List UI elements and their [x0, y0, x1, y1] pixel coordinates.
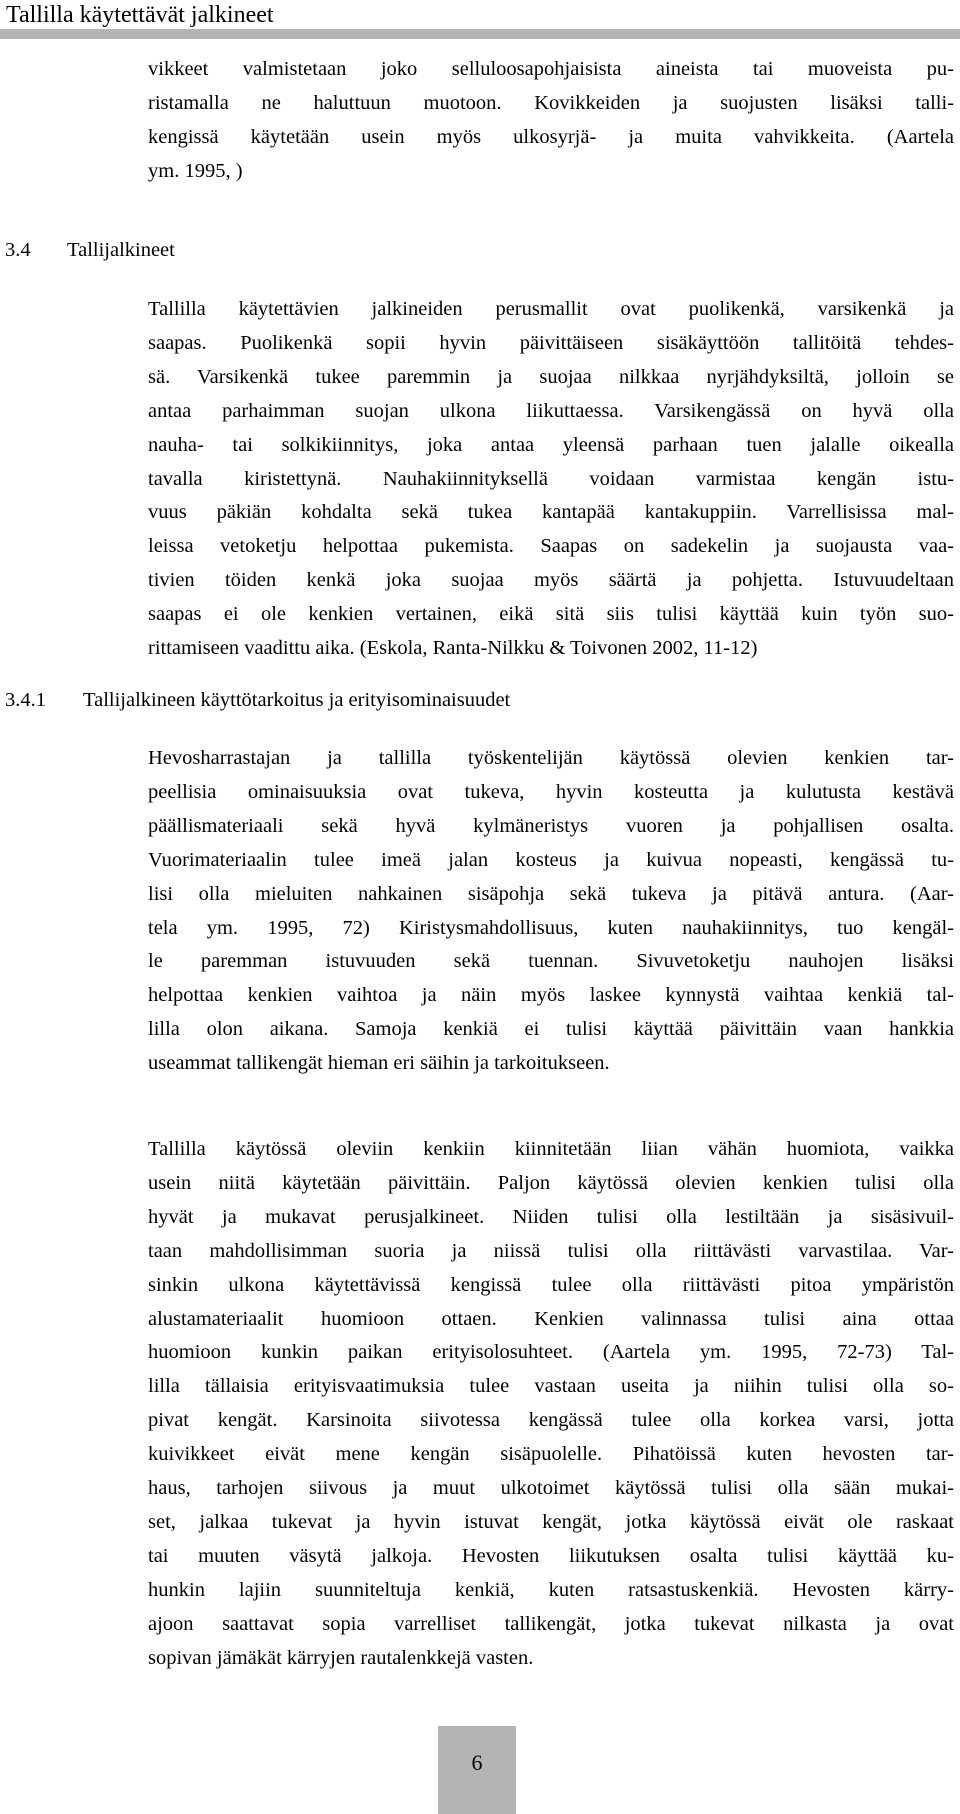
section-heading-3-4	[5, 234, 175, 267]
text-line: pivat kengät. Karsinoita siivotessa kengässä tulee olla korkea varsi, jotta	[148, 1409, 954, 1432]
text-line: ajoon saattavat sopia varrelliset tallikengät, jotka tukevat nilkasta ja ovat	[148, 1612, 954, 1635]
text-line: huomioon kunkin paikan erityisolosuhteet. (Aartela ym. 1995, 72-73) Tal-	[148, 1341, 954, 1364]
text-line: tai muuten väsytä jalkoja. Hevosten liikutuksen osalta tulisi käyttää ku-	[148, 1544, 954, 1567]
text-line: hunkin lajiin suunniteltuja kenkiä, kuten ratsastuskenkiä. Hevosten kärry-	[148, 1578, 954, 1601]
page-number: 6	[471, 1750, 483, 1775]
text-line: Tallilla käytössä oleviin kenkiin kiinnitetään liian vähän huomiota, vaikka	[148, 1138, 954, 1160]
text-line: hyvät ja mukavat perusjalkineet. Niiden tulisi olla lestiltään ja sisäsivuil-	[148, 1205, 954, 1228]
text-line: vuus päkiän kohdalta sekä tukea kantapää kantakuppiin. Varrellisissa mal-	[148, 501, 954, 524]
text-line: lisi olla mieluiten nahkainen sisäpohja sekä tukeva ja pitävä antura. (Aar-	[148, 882, 954, 905]
text-line: saapas. Puolikenkä sopii hyvin päivittäiseen sisäkäyttöön tallitöitä tehdes-	[148, 331, 954, 354]
section-number: 3.4.1	[5, 689, 46, 711]
text-line: haus, tarhojen siivous ja muut ulkotoimet käytössä tulisi olla sään mukai-	[148, 1477, 954, 1500]
text-line: taan mahdollisimman suoria ja niissä tulisi olla riittävästi varvastilaa. Var-	[148, 1239, 954, 1262]
text-line: sä. Varsikenkä tukee paremmin ja suojaa nilkkaa nyrjähdyksiltä, jolloin se	[148, 365, 954, 388]
text-line: vikkeet valmistetaan joko selluloosapohjaisista aineista tai muoveista pu-	[148, 58, 954, 80]
text-line: lilla olon aikana. Samoja kenkiä ei tulisi käyttää päivittäin vaan hankkia	[148, 1018, 954, 1041]
running-header-title: Tallilla käytettävät jalkineet	[6, 2, 274, 28]
text-line: useammat tallikengät hieman eri säihin ja tarkoitukseen.	[148, 1052, 610, 1075]
text-line: ym. 1995, )	[148, 159, 243, 182]
page-number-box	[438, 1726, 516, 1814]
text-line: ristamalla ne haluttuun muotoon. Kovikkeiden ja suojusten lisäksi talli-	[148, 91, 954, 114]
header-rule	[0, 29, 960, 39]
text-line: kengissä käytetään usein myös ulkosyrjä- ja muita vahvikkeita. (Aartela	[148, 125, 954, 148]
text-line: tivien töiden kenkä joka suojaa myös säärtä ja pohjetta. Istuvuudeltaan	[148, 569, 954, 592]
text-line: nauha- tai solkikiinnitys, joka antaa yleensä parhaan tuen jalalle oikealla	[148, 433, 954, 456]
text-line: tela ym. 1995, 72) Kiristysmahdollisuus, kuten nauhakiinnitys, tuo kengäl-	[148, 916, 954, 939]
paragraph-intro	[148, 53, 954, 189]
text-line: tavalla kiristettynä. Nauhakiinnityksellä voidaan varmistaa kengän istu-	[148, 467, 954, 490]
paragraph-kayttotarkoitus-2	[148, 1133, 954, 1676]
paragraph-kayttotarkoitus-1	[148, 742, 954, 1081]
text-line: set, jalkaa tukevat ja hyvin istuvat kengät, jotka käytössä eivät ole raskaat	[148, 1510, 954, 1533]
text-line: sinkin ulkona käytettävissä kengissä tulee olla riittävästi pitoa ympäristön	[148, 1273, 954, 1296]
paragraph-tallijalkineet	[148, 293, 954, 666]
text-line: Hevosharrastajan ja tallilla työskentelijän käytössä olevien kenkien tar-	[148, 747, 954, 769]
text-line: rittamiseen vaadittu aika. (Eskola, Ranta-Nilkku & Toivonen 2002, 11-12)	[148, 637, 758, 660]
section-number: 3.4	[5, 239, 31, 261]
text-line: sopivan jämäkät kärryjen rautalenkkejä vasten.	[148, 1646, 534, 1669]
section-heading-3-4-1	[5, 684, 510, 717]
text-line: usein niitä käytetään päivittäin. Paljon käytössä olevien kenkien tulisi olla	[148, 1171, 954, 1194]
text-line: kuivikkeet eivät mene kengän sisäpuolelle. Pihatöissä kuten hevosten tar-	[148, 1443, 954, 1466]
text-line: Vuorimateriaalin tulee imeä jalan kosteus ja kuivua nopeasti, kengässä tu-	[148, 848, 954, 871]
text-line: peellisia ominaisuuksia ovat tukeva, hyvin kosteutta ja kulutusta kestävä	[148, 780, 954, 803]
text-line: le paremman istuvuuden sekä tuennan. Sivuvetoketju nauhojen lisäksi	[148, 950, 954, 973]
text-line: saapas ei ole kenkien vertainen, eikä sitä siis tulisi käyttää kuin työn suo-	[148, 603, 954, 626]
section-title: Tallijalkineen käyttötarkoitus ja erityisominaisuudet	[83, 689, 511, 711]
text-line: lilla tällaisia erityisvaatimuksia tulee vastaan useita ja niihin tulisi olla so-	[148, 1375, 954, 1398]
text-line: helpottaa kenkien vaihtoa ja näin myös laskee kynnystä vaihtaa kenkiä tal-	[148, 984, 954, 1007]
text-line: Tallilla käytettävien jalkineiden perusmallit ovat puolikenkä, varsikenkä ja	[148, 298, 954, 320]
text-line: antaa parhaimman suojan ulkona liikuttaessa. Varsikengässä on hyvä olla	[148, 399, 954, 422]
section-title: Tallijalkineet	[67, 239, 175, 261]
text-line: päällismateriaali sekä hyvä kylmäneristys vuoren ja pohjallisen osalta.	[148, 814, 954, 837]
text-line: leissa vetoketju helpottaa pukemista. Saapas on sadekelin ja suojausta vaa-	[148, 535, 954, 558]
text-line: alustamateriaalit huomioon ottaen. Kenkien valinnassa tulisi aina ottaa	[148, 1307, 954, 1330]
